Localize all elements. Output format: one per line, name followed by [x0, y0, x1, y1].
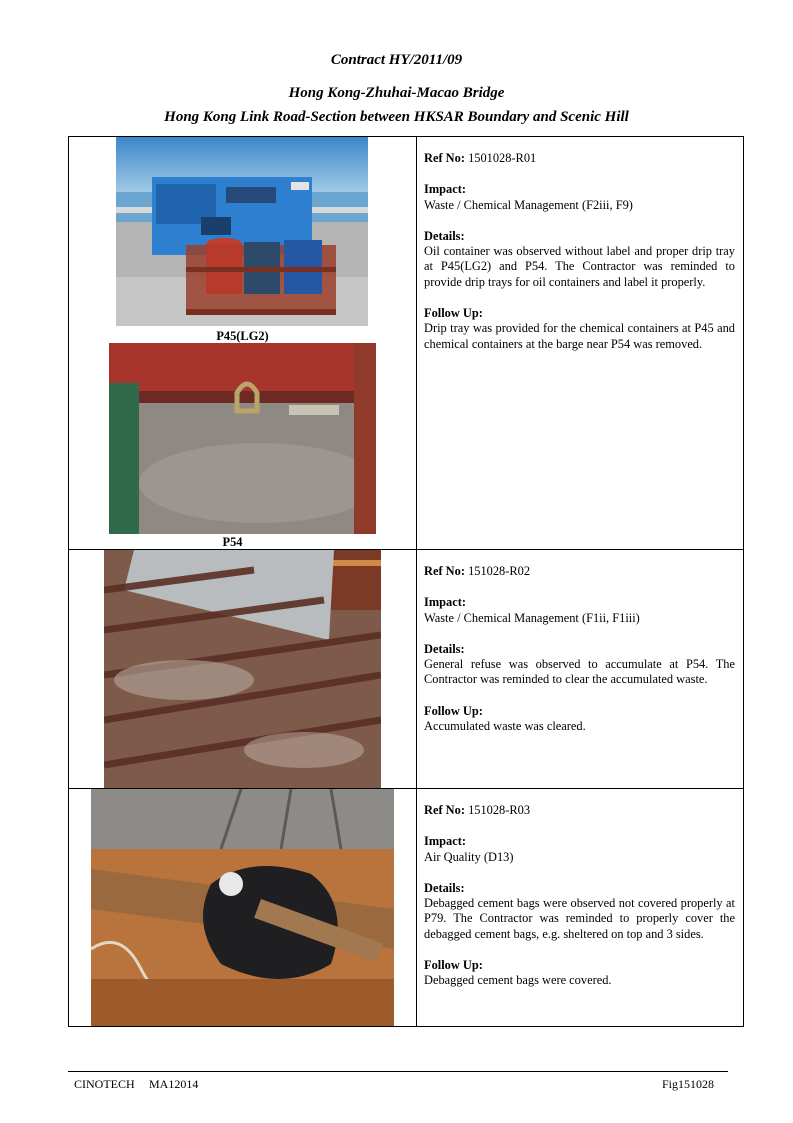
ref-line: Ref No: 1501028-R01 [424, 151, 537, 165]
project-title: Hong Kong-Zhuhai-Macao Bridge [288, 85, 505, 101]
photo-cell [69, 789, 417, 1027]
details-cell [417, 789, 744, 1027]
table-row [69, 137, 744, 550]
photo-caption: P45(LG2) [216, 329, 269, 343]
details-block: Details: Debagged cement bags were observed not covered properly at P79. The Contractor was reminded to properly cover the debagged cement bags, e.g. sheltered on top and 3 sides. [424, 880, 735, 941]
photo-cement-bags [91, 789, 394, 1026]
photo-deck-refuse [104, 550, 381, 788]
section-title: Hong Kong Link Road-Section between HKSAR Boundary and Scenic Hill [164, 109, 629, 125]
photo-cell [69, 550, 417, 789]
ref-line: Ref No: 151028-R03 [424, 803, 531, 817]
details-block: Details: General refuse was observed to accumulate at P54. The Contractor was reminded to clear the accumulated waste. [424, 641, 735, 687]
followup-block: Follow Up: Accumulated waste was cleared. [424, 703, 586, 734]
photo-barge-deck [109, 343, 376, 534]
inspection-log-table [68, 136, 744, 1027]
footer-company: CINOTECH [74, 1077, 135, 1091]
table-row [69, 550, 744, 789]
followup-block: Follow Up: Debagged cement bags were covered. [424, 958, 612, 988]
details-cell [417, 137, 744, 550]
contract-title: Contract HY/2011/09 [330, 52, 463, 68]
impact-block: Impact: Waste / Chemical Management (F1ii, F1iii) [424, 595, 640, 625]
ref-line: Ref No: 151028-R02 [424, 564, 531, 578]
footer-code: MA12014 [149, 1077, 199, 1091]
impact-block: Impact: Waste / Chemical Management (F2iii, F9) [424, 182, 633, 212]
photo-cell [69, 137, 417, 550]
photo-caption: P54 [222, 535, 243, 549]
details-cell [417, 550, 744, 789]
footer-divider [68, 1071, 728, 1072]
impact-block: Impact: Air Quality (D13) [424, 834, 514, 864]
table-row [69, 789, 744, 1027]
photo-generator-drums [116, 137, 368, 326]
footer-figure: Fig151028 [661, 1077, 714, 1091]
followup-block: Follow Up: Drip tray was provided for the chemical containers at P45 and chemical containers at the barge near P54 was removed. [424, 306, 735, 351]
details-block: Details: Oil container was observed without label and proper drip tray at P45(LG2) and P54. The Contractor was reminded to provide drip trays for oil containers and label it properly. [424, 228, 735, 289]
